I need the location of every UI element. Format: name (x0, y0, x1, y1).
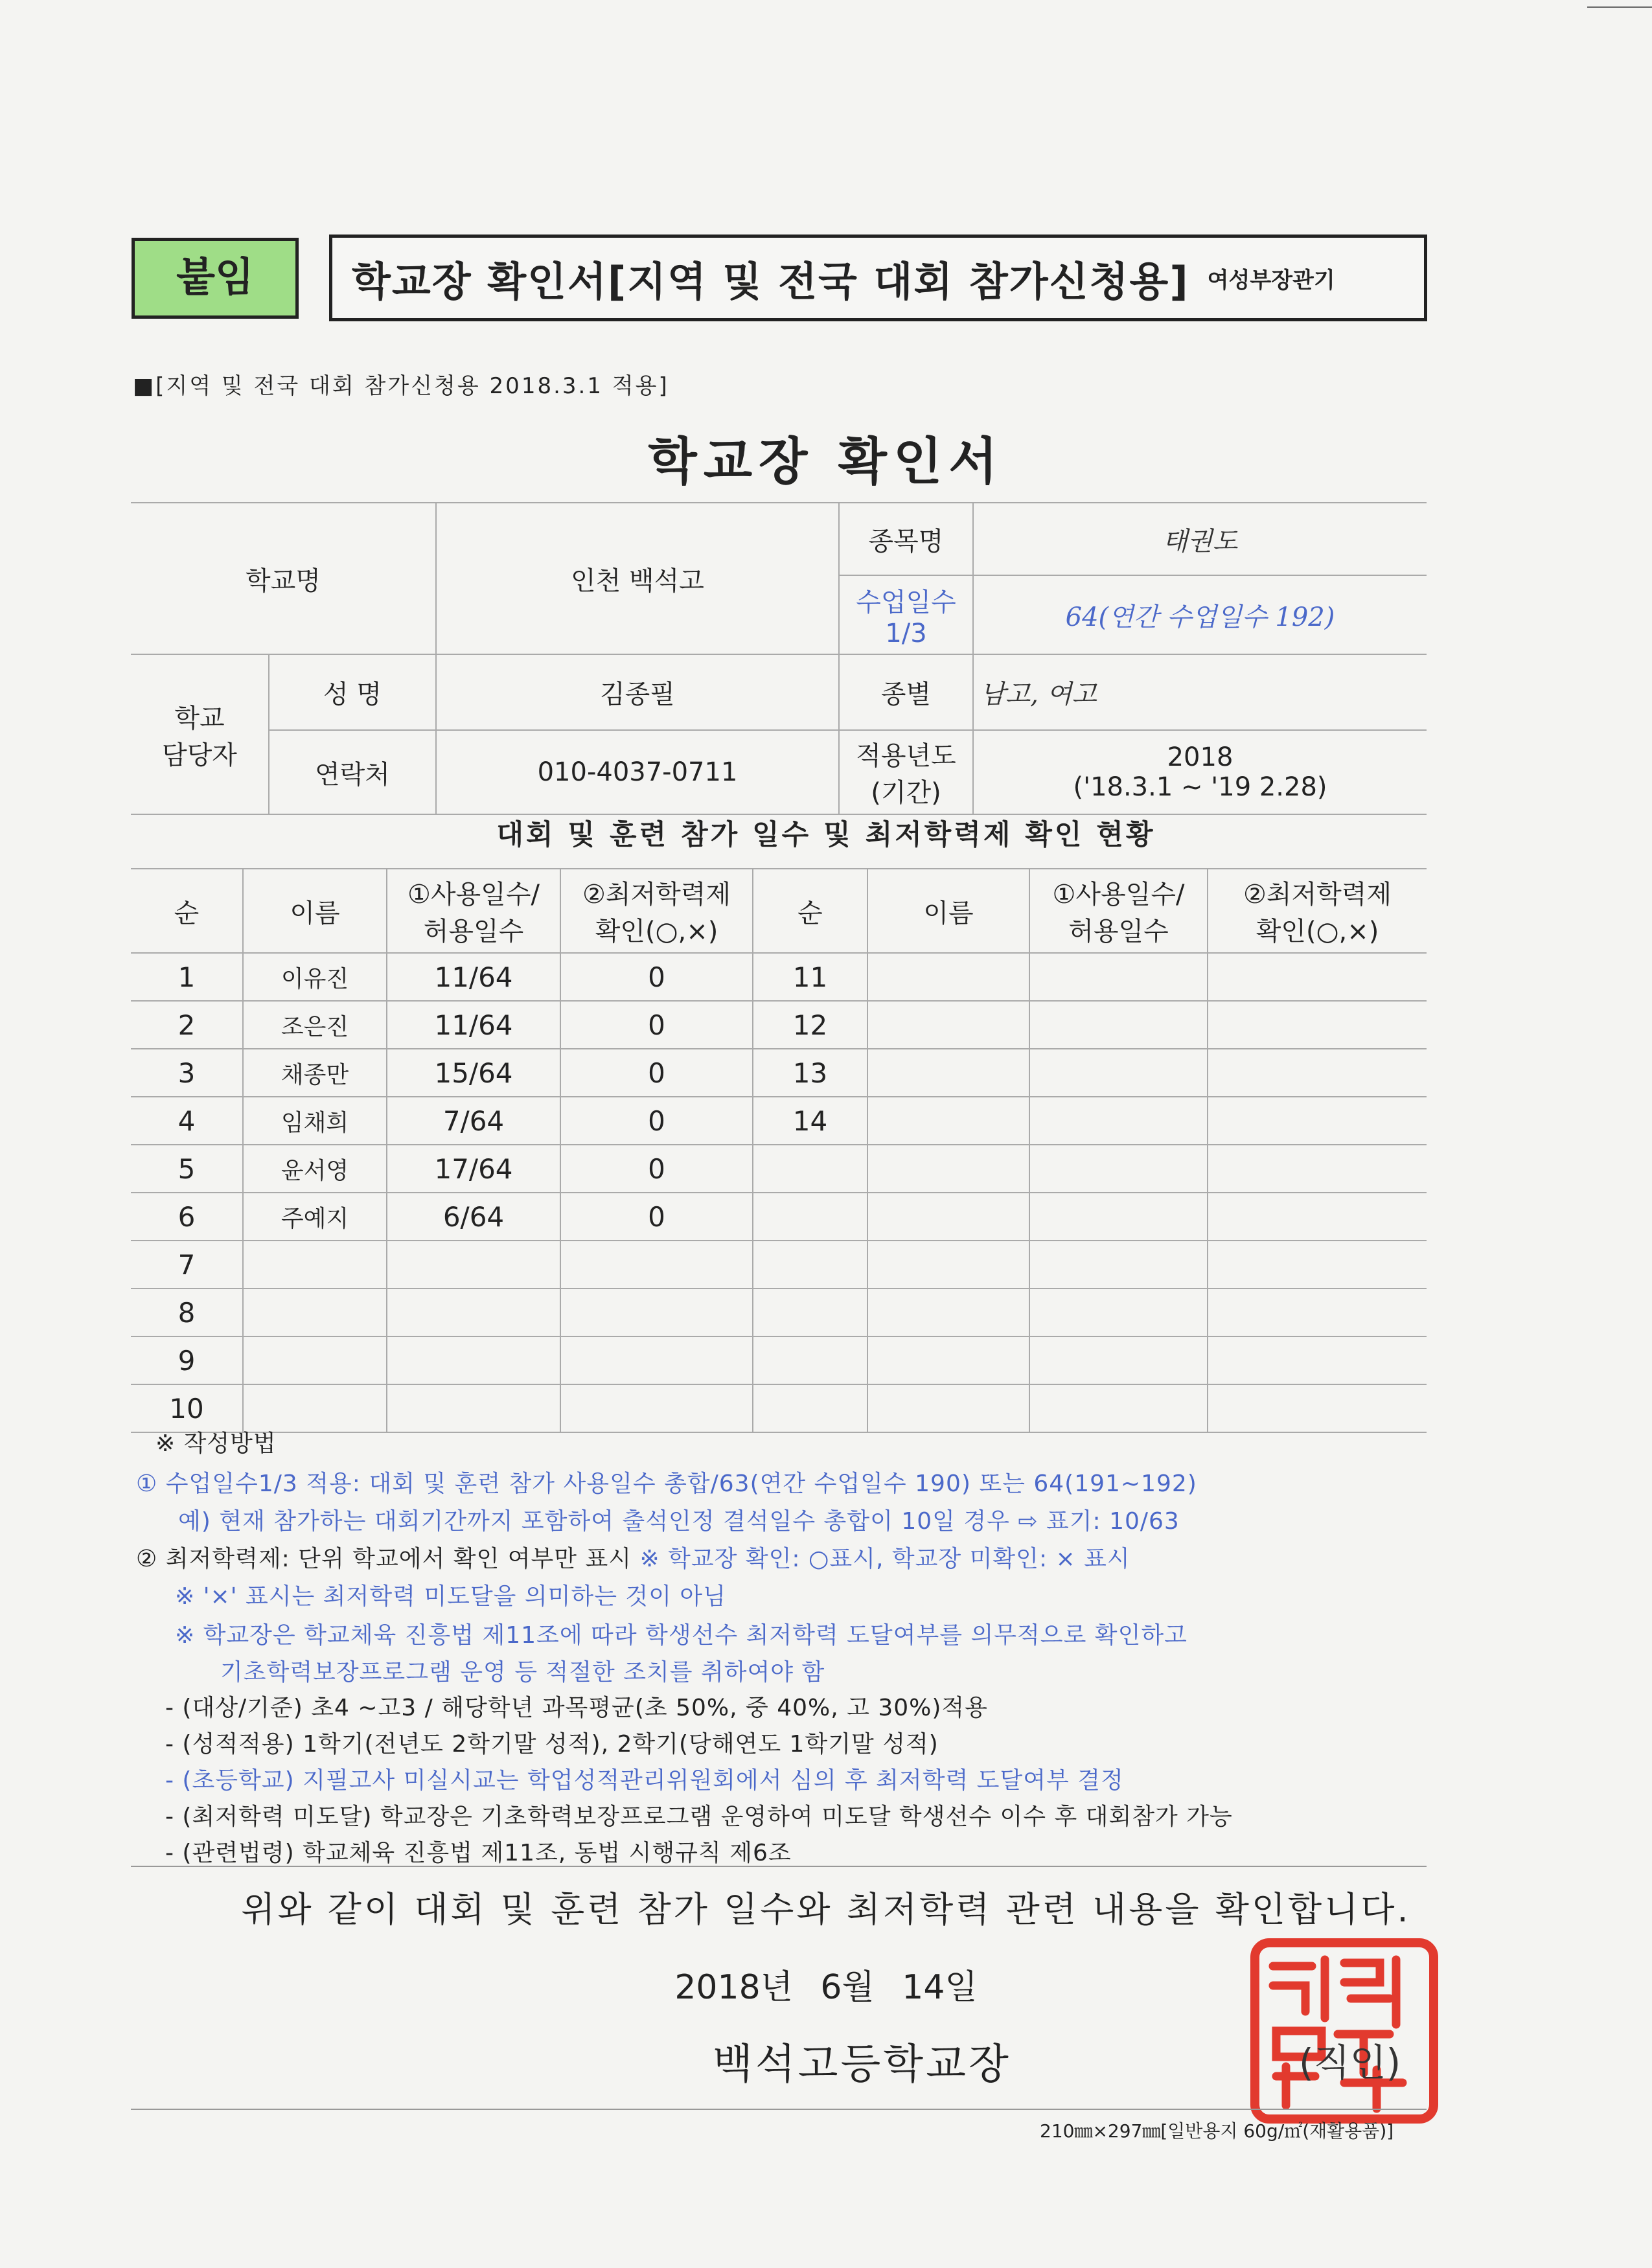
row-check (1208, 953, 1427, 1001)
row-no (753, 1384, 867, 1432)
row-no (753, 1193, 867, 1241)
row-days: 17/64 (387, 1145, 560, 1193)
row-no: 1 (131, 953, 243, 1001)
divider (131, 2109, 1427, 2110)
row-days: 7/64 (387, 1097, 560, 1145)
row-no: 8 (131, 1289, 243, 1336)
guide-line: - (대상/기준) 초4 ~고3 / 해당학년 과목평균(초 50%, 중 40%, 고 30%)적용 (165, 1695, 988, 1721)
issue-date: 2018년 6월 14일 (674, 1968, 978, 2007)
row-name (867, 953, 1029, 1001)
row-no: 9 (131, 1336, 243, 1384)
row-check (1208, 1289, 1427, 1336)
sport-value: 태권도 (973, 503, 1427, 575)
row-no: 7 (131, 1241, 243, 1289)
row-days (387, 1289, 560, 1336)
row-name: 주예지 (243, 1193, 387, 1241)
manager-label: 학교 담당자 (131, 654, 269, 814)
row-name (867, 1145, 1029, 1193)
table-row (131, 1241, 1427, 1289)
school-info-table (131, 502, 1427, 815)
paper-spec: 210㎜×297㎜[일반용지 60g/㎡(재활용품)] (1040, 2120, 1394, 2142)
row-days (387, 1241, 560, 1289)
document-title: 학교장 확인서 (648, 433, 1004, 491)
gender-value: 남고, 여고 (973, 654, 1427, 730)
row-check: 0 (560, 1193, 753, 1241)
school-name-value: 인천 백석고 (436, 503, 839, 654)
row-days (1029, 1193, 1208, 1241)
class-days-value: 64(연간 수업일수 192) (973, 575, 1427, 654)
row-check (1208, 1097, 1427, 1145)
col-days-header: ①사용일수/ 허용일수 (387, 869, 560, 953)
row-check (1208, 1001, 1427, 1049)
row-check: 0 (560, 1001, 753, 1049)
section-title: 대회 및 훈련 참가 일수 및 최저학력제 확인 현황 (496, 819, 1156, 851)
row-days (1029, 953, 1208, 1001)
row-name (867, 1193, 1029, 1241)
row-days: 6/64 (387, 1193, 560, 1241)
row-no: 11 (753, 953, 867, 1001)
row-name (243, 1289, 387, 1336)
row-name (867, 1241, 1029, 1289)
row-name (867, 1336, 1029, 1384)
row-name (243, 1241, 387, 1289)
row-days (1029, 1145, 1208, 1193)
guide-line: 기초학력보장프로그램 운영 등 적절한 조치를 취하여야 함 (220, 1659, 825, 1686)
row-days: 11/64 (387, 1001, 560, 1049)
seal-mark: (직인) (1299, 2041, 1401, 2085)
row-check (1208, 1336, 1427, 1384)
row-days: 15/64 (387, 1049, 560, 1097)
row-days (1029, 1384, 1208, 1432)
row-no (753, 1289, 867, 1336)
table-header-row (131, 869, 1427, 953)
row-check: 0 (560, 1049, 753, 1097)
row-name (867, 1001, 1029, 1049)
row-check: 0 (560, 1145, 753, 1193)
attachment-badge: 붙임 (132, 238, 299, 319)
row-name: 채종만 (243, 1049, 387, 1097)
table-row (131, 1336, 1427, 1384)
col-name-header: 이름 (243, 869, 387, 953)
school-seal-stamp (1247, 1934, 1441, 2128)
confirmation-text: 위와 같이 대회 및 훈련 참가 일수와 최저학력 관련 내용을 확인합니다. (241, 1889, 1411, 1930)
row-no (753, 1336, 867, 1384)
col-no-header: 순 (131, 869, 243, 953)
row-days (387, 1336, 560, 1384)
sport-label: 종목명 (839, 503, 973, 575)
row-no: 13 (753, 1049, 867, 1097)
row-name: 임채희 (243, 1097, 387, 1145)
row-days (1029, 1049, 1208, 1097)
table-row (131, 1049, 1427, 1097)
row-check (1208, 1384, 1427, 1432)
table-row (131, 1384, 1427, 1432)
guide-line: ※ '×' 표시는 최저학력 미도달을 의미하는 것이 아님 (175, 1583, 726, 1610)
row-no: 2 (131, 1001, 243, 1049)
guide-line: ① 수업일수1/3 적용: 대회 및 훈련 참가 사용일수 총합/63(연간 수업일수 190) 또는 64(191~192) (136, 1471, 1197, 1497)
row-name: 윤서영 (243, 1145, 387, 1193)
row-name: 이유진 (243, 953, 387, 1001)
row-name (243, 1336, 387, 1384)
row-days: 11/64 (387, 953, 560, 1001)
row-days (1029, 1241, 1208, 1289)
row-name (867, 1289, 1029, 1336)
participation-table (131, 868, 1427, 1433)
table-row (131, 1193, 1427, 1241)
row-no: 6 (131, 1193, 243, 1241)
guide-line: - (최저학력 미도달) 학교장은 기초학력보장프로그램 운영하여 미도달 학생선수 이수 후 대회참가 가능 (165, 1804, 1233, 1830)
row-days (1029, 1289, 1208, 1336)
col-check-header: ②최저학력제 확인(○,×) (560, 869, 753, 953)
guide-line: - (초등학교) 지필고사 미실시교는 학업성적관리위원회에서 심의 후 최저학력 도달여부 결정 (165, 1767, 1124, 1794)
manager-name-label: 성 명 (269, 654, 436, 730)
row-name (867, 1097, 1029, 1145)
row-no (753, 1145, 867, 1193)
row-name (867, 1049, 1029, 1097)
row-name (867, 1384, 1029, 1432)
col-check-header: ②최저학력제 확인(○,×) (1208, 869, 1427, 953)
contact-value: 010-4037-0711 (436, 730, 839, 814)
form-subtitle: 여성부장관기 (1207, 267, 1335, 293)
row-check (560, 1336, 753, 1384)
apply-year-label: 적용년도 (기간) (839, 730, 973, 814)
guide-line: - (성적적용) 1학기(전년도 2학기말 성적), 2학기(당해연도 1학기말 성적) (165, 1731, 939, 1758)
table-row (131, 1145, 1427, 1193)
form-title: 학교장 확인서[지역 및 전국 대회 참가신청용] (352, 257, 1189, 305)
table-row (131, 953, 1427, 1001)
row-days (1029, 1001, 1208, 1049)
form-title-box (329, 235, 1427, 321)
row-no: 3 (131, 1049, 243, 1097)
table-row (131, 1289, 1427, 1336)
guide-heading: ※ 작성방법 (155, 1430, 277, 1457)
row-days (1029, 1336, 1208, 1384)
col-name-header: 이름 (867, 869, 1029, 953)
manager-name-value: 김종필 (436, 654, 839, 730)
row-name: 조은진 (243, 1001, 387, 1049)
col-days-header: ①사용일수/ 허용일수 (1029, 869, 1208, 953)
school-name-label: 학교명 (131, 503, 436, 654)
col-no-header: 순 (753, 869, 867, 953)
row-check (1208, 1145, 1427, 1193)
row-no: 5 (131, 1145, 243, 1193)
corner-line (1587, 6, 1652, 8)
class-days-label: 수업일수 1/3 (839, 575, 973, 654)
row-check: 0 (560, 1097, 753, 1145)
guide-line: - (관련법령) 학교체육 진흥법 제11조, 동법 시행규칙 제6조 (165, 1840, 792, 1866)
row-check (1208, 1049, 1427, 1097)
guide-line: 예) 현재 참가하는 대회기간까지 포함하여 출석인정 결석일수 총합이 10일 경우 ⇨ 표기: 10/63 (178, 1508, 1180, 1535)
divider (131, 1866, 1427, 1867)
row-no: 10 (131, 1384, 243, 1432)
row-no: 12 (753, 1001, 867, 1049)
row-no: 14 (753, 1097, 867, 1145)
contact-label: 연락처 (269, 730, 436, 814)
table-row (131, 1097, 1427, 1145)
row-no: 4 (131, 1097, 243, 1145)
row-check (1208, 1193, 1427, 1241)
guide-line: ② 최저학력제: 단위 학교에서 확인 여부만 표시 ※ 학교장 확인: ○표시, 학교장 미확인: × 표시 (136, 1546, 1130, 1572)
row-no (753, 1241, 867, 1289)
row-days (387, 1384, 560, 1432)
gender-label: 종별 (839, 654, 973, 730)
row-check (1208, 1241, 1427, 1289)
principal-name: 백석고등학교장 (713, 2041, 1011, 2089)
row-check (560, 1289, 753, 1336)
row-check: 0 (560, 953, 753, 1001)
row-days (1029, 1097, 1208, 1145)
apply-year-value: 2018 ('18.3.1 ~ '19 2.28) (973, 730, 1427, 814)
form-note: ■[지역 및 전국 대회 참가신청용 2018.3.1 적용] (133, 373, 669, 399)
row-check (560, 1241, 753, 1289)
row-check (560, 1384, 753, 1432)
table-row (131, 1001, 1427, 1049)
guide-line: ※ 학교장은 학교체육 진흥법 제11조에 따라 학생선수 최저학력 도달여부를 의무적으로 확인하고 (175, 1622, 1187, 1649)
